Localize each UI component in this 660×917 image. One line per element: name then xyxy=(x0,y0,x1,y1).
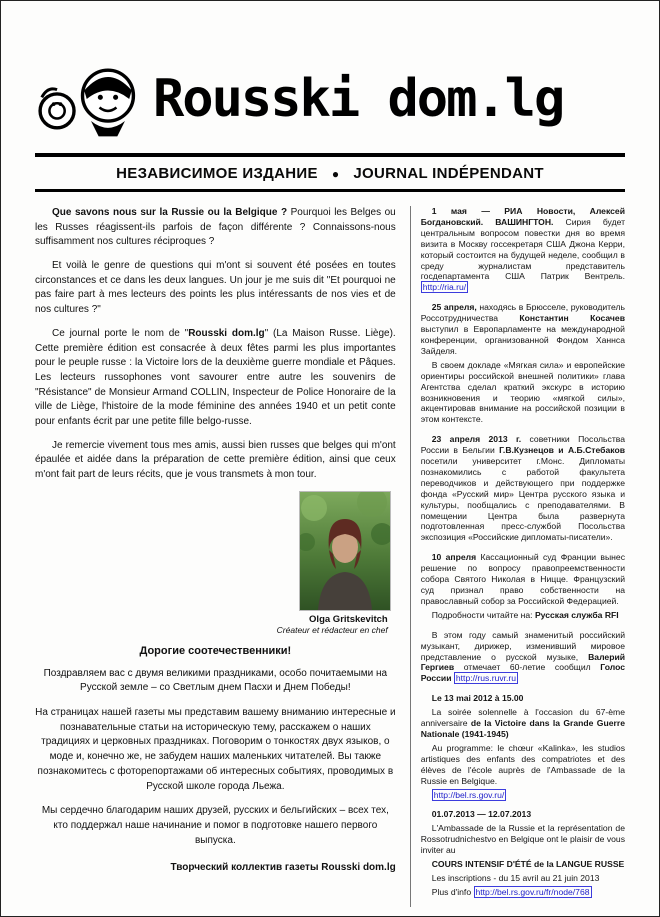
course-title: COURS INTENSIF D'ÉTÉ de la LANGUE RUSSE xyxy=(431,859,625,870)
photo-caption-name: Olga Gritskevitch xyxy=(309,613,388,625)
news-text: посетили университет г.Монс. Дипломаты познакомились с работой факультета переводчиков и действующего при поддержке фонда «Русский мир» Центра русского языка и культуры, пообщались с преподавателями. В помещении Центра была развернута подготовленная пресс-службой Посольства экспозиция «Российские дипломаты-писатели». xyxy=(420,456,625,543)
newspaper-title: Rousski dom.lg xyxy=(153,69,564,129)
news-paragraph xyxy=(421,552,625,607)
editorial-column xyxy=(35,206,410,907)
tagline xyxy=(35,157,625,189)
editorial-paragraph xyxy=(35,206,396,250)
news-date-lead: 10 апреля xyxy=(431,552,477,563)
editorial-lead-question: Que savons nous sur la Russie ou la Belgique ? xyxy=(52,207,288,218)
news-person-name: Константин Косачев xyxy=(519,313,625,324)
mascot-matryoshka-logo-icon xyxy=(35,56,147,142)
news-paragraph xyxy=(421,887,625,898)
greeting-title: Дорогие соотечественники! xyxy=(139,644,292,657)
news-link[interactable]: http://ria.ru/ xyxy=(422,282,467,293)
editorial-paragraph: Je remercie vivement tous mes amis, aussi bien russes que belges qui m'ont épaulée et aidée dans la préparation de cette première édition, ainsi que ceux m'ont fait part de leurs récits, que je vous transmets à mon tour. xyxy=(35,439,396,480)
news-link[interactable]: http://bel.rs.gov.ru/ xyxy=(433,789,505,800)
editorial-text: Ce journal porte le nom de " xyxy=(52,327,189,339)
news-date-lead: 23 апреля 2013 г. xyxy=(431,434,522,445)
news-text: La soirée solennelle à l'occasion du 67-ème anniversaire xyxy=(420,707,625,729)
news-item-victory-soiree xyxy=(421,693,625,800)
news-item-summer-course xyxy=(421,809,625,897)
event-datetime: Le 13 mai 2012 à 15.00 xyxy=(431,693,524,704)
content-columns xyxy=(35,206,625,907)
editorial-paragraph: Et voilà le genre de questions qui m'ont si souvent été posées en toutes circonstances et ce dans les deux langues. Un jour je me suis dit "Et pourquoi ne pas faire part à mes lecteurs des points les plus intéressants de nos vies et de nos cultures ?" xyxy=(35,260,396,316)
news-text: советники Посольства России в Бельгии xyxy=(420,434,626,456)
news-text: В этом году самый знаменитый российский музыкант, дирижер, изменивший мировое представление о русской музыке, xyxy=(420,629,625,662)
news-paragraph xyxy=(421,206,625,293)
news-person-name: Валерий Гергиев xyxy=(420,651,626,673)
photo-caption xyxy=(277,610,390,635)
event-daterange: 01.07.2013 — 12.07.2013 xyxy=(431,809,532,820)
editor-portrait-photo xyxy=(300,492,390,610)
news-date-lead: 1 мая — РИА Новости, Алексей Богдановский. ВАШИНГТОН. xyxy=(420,206,625,227)
news-link[interactable]: http://bel.rs.gov.ru/fr/node/768 xyxy=(475,886,590,897)
greeting-paragraph: Поздравляем вас с двумя великими праздниками, особо почитаемыми на Русской земле – со Светлым днем Пасхи и Днем Победы! xyxy=(43,667,388,694)
journal-name-inline: Rousski dom.lg xyxy=(188,327,265,339)
news-item-nice-cathedral xyxy=(421,552,625,620)
news-item-kosachev-brussels xyxy=(421,302,625,425)
news-text: Plus d'info xyxy=(431,886,472,897)
news-paragraph: Les inscriptions - du 15 avril au 21 juin 2013 xyxy=(431,872,600,883)
greeting-paragraph: На страницах нашей газеты мы представим вашему вниманию интересные и познавательные статьи на историческую тему, расскажем о наших традициях и церковных праздниках. Поговорим о тонкостях двух языков, о моде и, конечно же, не забудем наших маленьких читателей. Вы также познакомитесь с фоторепортажами об интересных событиях, проводимых в Русской школе города Льежа. xyxy=(35,707,396,792)
event-title: de la Victoire dans la Grande Guerre Nationale (1941-1945) xyxy=(420,718,625,739)
photo-caption-role: Créateur et rédacteur en chef xyxy=(276,624,388,635)
news-link[interactable]: http://rus.ruvr.ru xyxy=(455,673,517,684)
news-paragraph: L'Ambassade de la Russie et la représentation de Rossotrudnichestvo en Belgique ont le plaisir de vous inviter au xyxy=(420,823,625,856)
tagline-ru: НЕЗАВИСИМОЕ ИЗДАНИЕ xyxy=(116,165,318,182)
editorial-paragraph xyxy=(35,327,396,430)
news-paragraph: Au programme: le chœur «Kalinka», les studios artistiques des enfants des compatriotes et des élèves de l'école auprès de l'Ambassade de la Russie en Belgique. xyxy=(420,742,625,786)
news-text: Подробности читайте на: xyxy=(431,609,533,620)
greeting-paragraph: Мы сердечно благодарим наших друзей, русских и бельгийских – всех тех, кто поддержал наше начинание и помог в подготовке нашего первого выпуска. xyxy=(41,805,389,846)
masthead xyxy=(35,53,625,145)
news-paragraph xyxy=(421,630,625,685)
masthead-divider-bottom xyxy=(35,189,625,192)
news-text: находясь в Брюсселе, руководитель Россотрудничества xyxy=(420,302,626,324)
news-item-mons-university xyxy=(421,434,625,543)
news-paragraph xyxy=(421,610,625,621)
news-paragraph: В своем докладе «Мягкая сила» и европейские ориентиры российской внешней политики» глава Агентства сделал краткий экскурс в историю возникновения и теорию «мягкой силы», акцентировав внимание на российской позиции в этом контексте. xyxy=(420,359,625,425)
editorial-text: " (La Maison Russe. Liège). Cette première édition est consacrée à deux fêtes parmi les plus importantes pour le peuple russe : la Victoire lors de la deuxième guerre mondiale et Pâques. Les lecteurs russophones vont savourer entre autre les souvenirs de "Résistance" de Monsieur Armand COLLIN, Inspecteur de Police Honoraire de la ville de Liège, l'histoire de la mode féminine des années 1940 et un petit conte pour enfants écrit par une petite fille belgo-russe. xyxy=(35,327,396,427)
bullet-separator-icon: ● xyxy=(331,167,340,181)
tagline-fr: JOURNAL INDÉPENDANT xyxy=(353,165,544,182)
editorial-signature: Творческий коллектив газеты Rousski dom.lg xyxy=(170,862,396,874)
news-text: выступил в Европарламенте на международной конференции, организованной Фондом Ханнса Зайделя. xyxy=(420,324,625,356)
news-paragraph xyxy=(421,693,625,704)
news-person-name: Г.В.Кузнецов и А.Б.Стебаков xyxy=(499,445,625,456)
news-paragraph xyxy=(421,707,625,740)
editorial-text: Pourquoi les Belges ou les Russes réagissent-ils parfois de façon différente ? Connaissons-nous suffisamment nos cultures réciproques ? xyxy=(35,207,396,248)
news-paragraph xyxy=(421,434,625,543)
news-paragraph xyxy=(421,302,625,357)
news-item-gergiev-60 xyxy=(421,630,625,685)
news-source-name: Голос России xyxy=(420,662,625,684)
news-date-lead: 25 апреля, xyxy=(431,302,477,313)
editor-photo-figure xyxy=(35,492,390,635)
news-text: отмечает 60-летие сообщил xyxy=(463,662,591,673)
news-source-name: Русская служба RFI xyxy=(534,609,619,620)
news-paragraph xyxy=(421,809,625,820)
news-column xyxy=(410,206,625,907)
news-text: Сирия будет центральным вопросом повестки дня во время визита в Москву госсекретаря США Джона Керри, который состоится на будущей неделе, сообщил в среду журналистам представитель госдепартамента США Патрик Вентрель. xyxy=(420,216,626,282)
news-paragraph xyxy=(421,859,625,870)
news-text: Кассационный суд Франции вынес решение по вопросу правопреемственности собора Святого Николая в Ницце. Французский суд признал право собственности на православный собор за Российской Федерацией. xyxy=(420,552,625,606)
news-item-ria-syria xyxy=(421,206,625,293)
news-paragraph xyxy=(421,790,625,801)
